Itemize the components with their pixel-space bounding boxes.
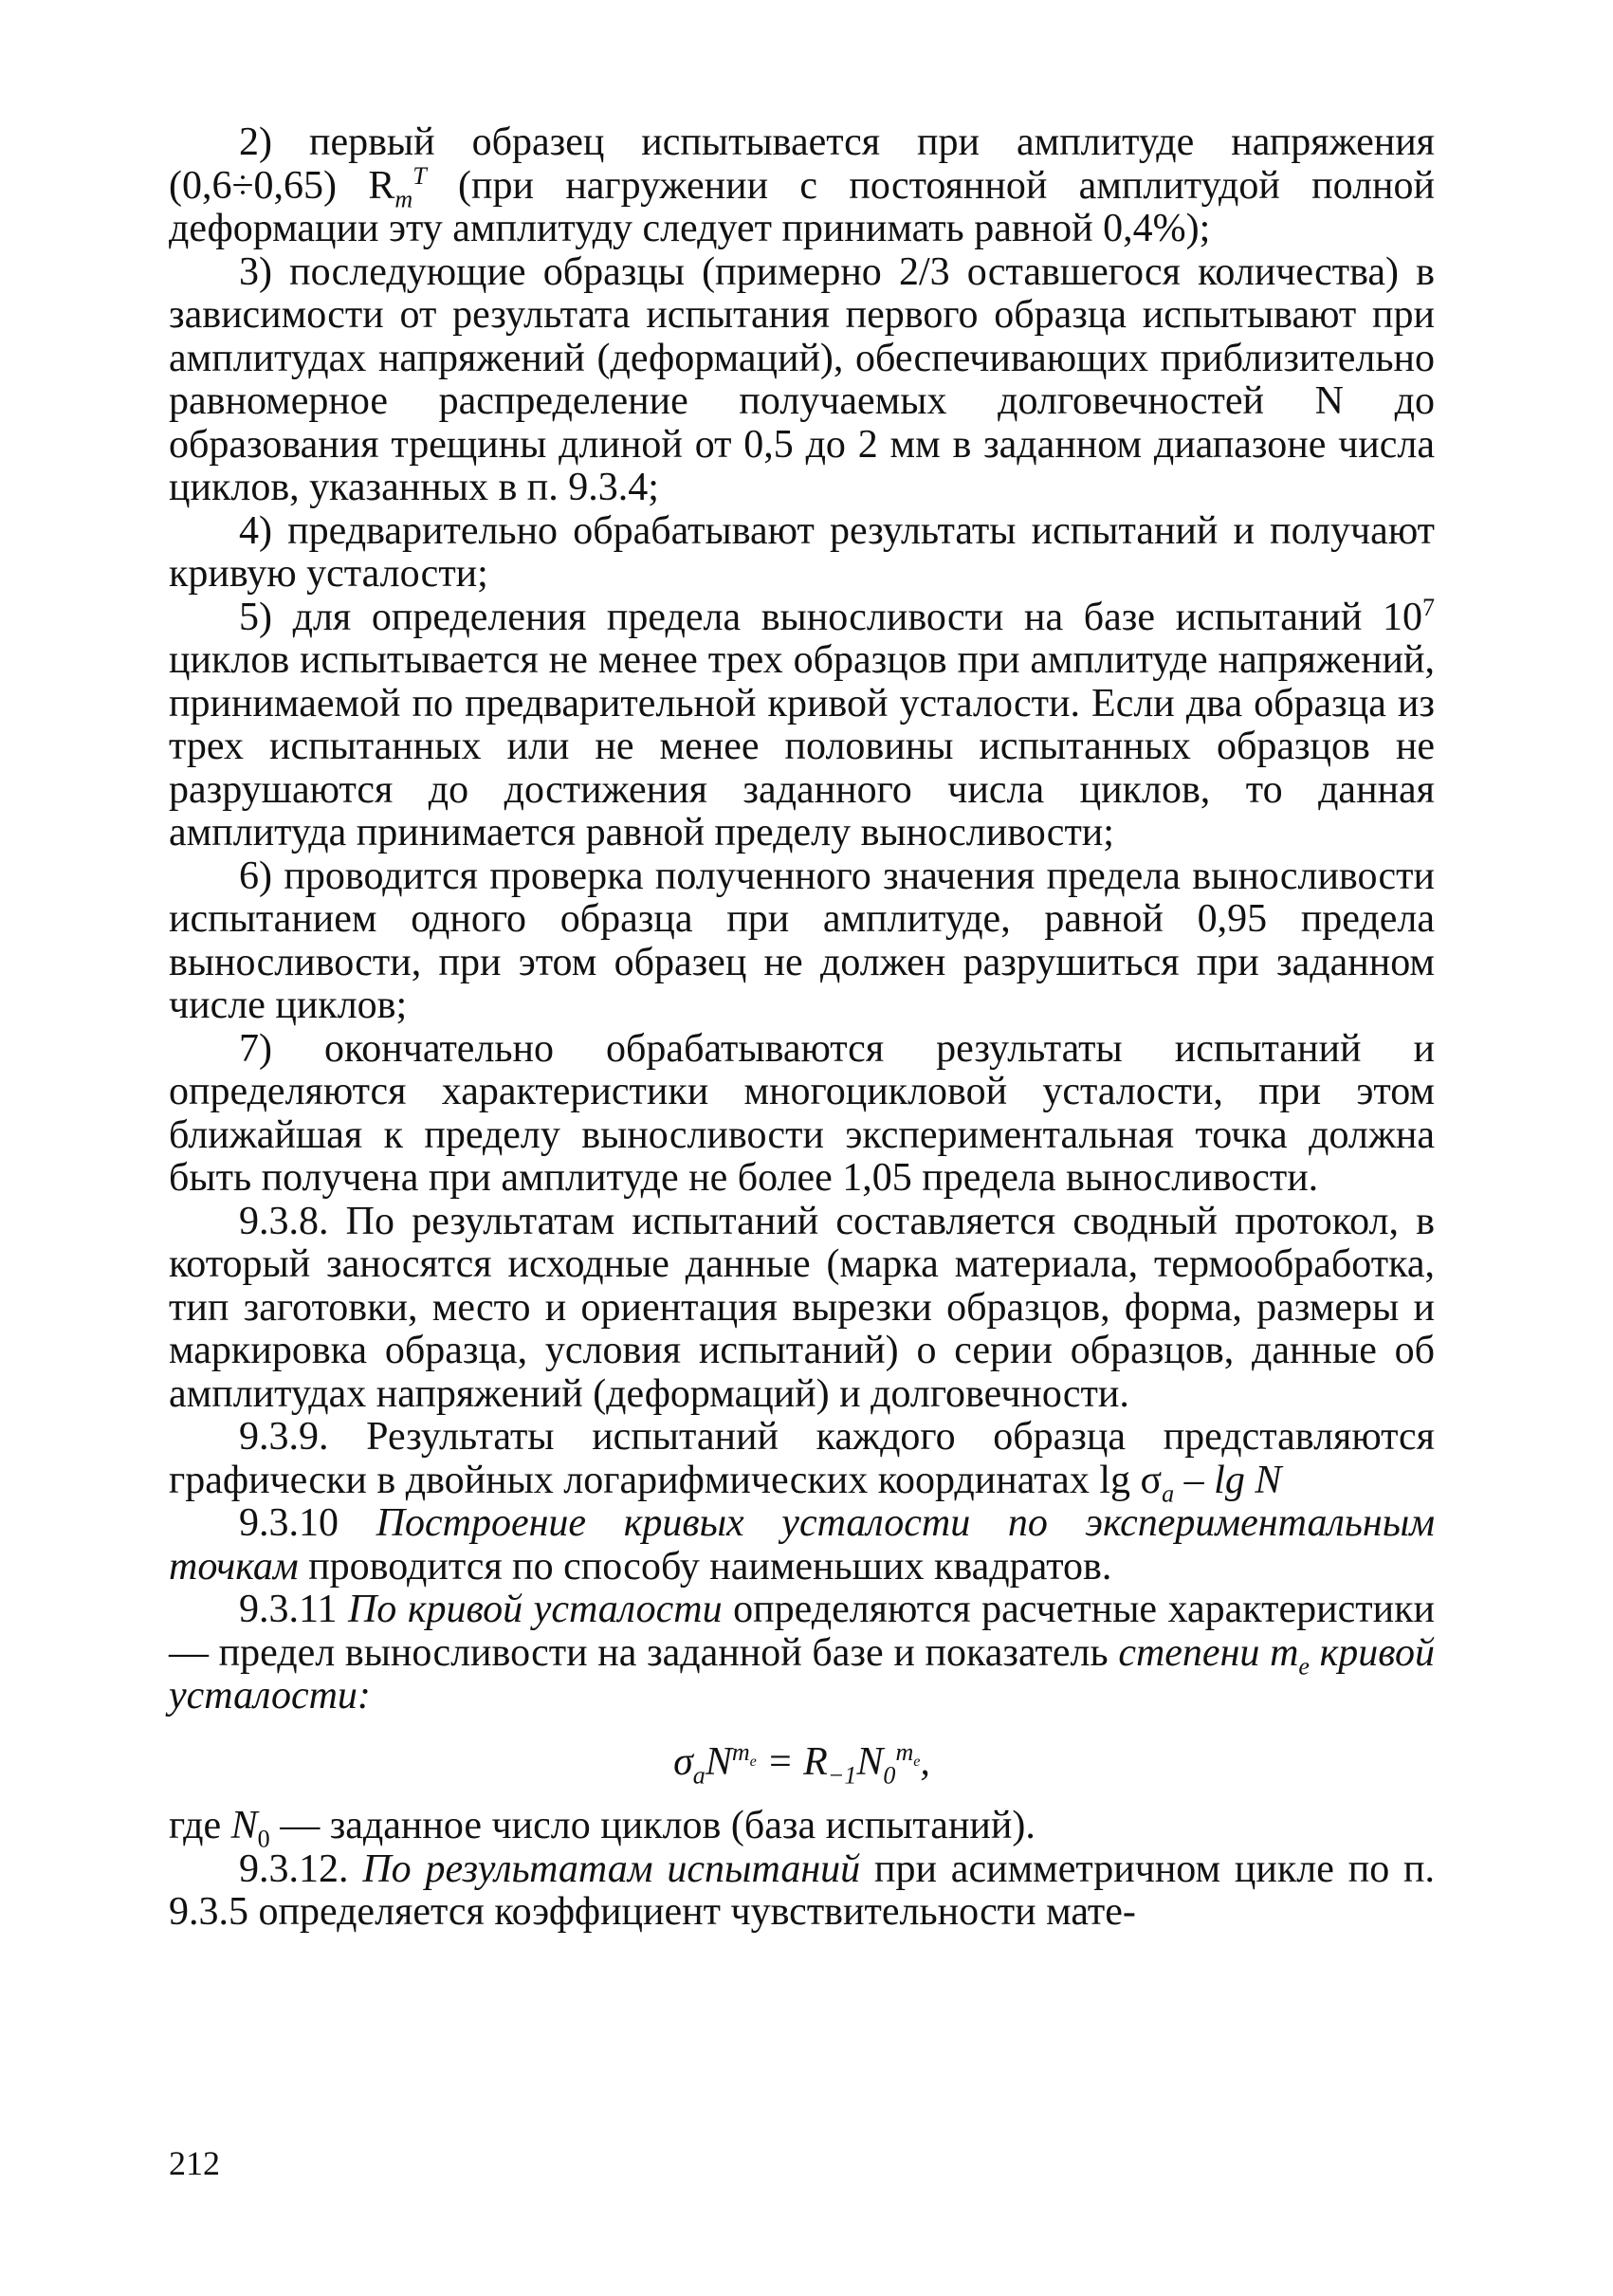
list-item-4: 4) предварительно обрабатывают результаты испытаний и получают кривую усталости; xyxy=(169,508,1435,596)
document-page xyxy=(169,121,1435,1935)
section-9-3-11: 9.3.11 По кривой усталости определяются расчетные характеристики — предел выносливости на заданной базе и показатель степени $m_e$ кривой усталости: xyxy=(169,1588,1435,1717)
page-number: 212 xyxy=(169,2144,220,2182)
list-item-6: 6) проводится проверка полученного значения предела выносливости испытанием одного образца при амплитуде, равной 0,95 предела выносливости, при этом образец не должен разрушиться при заданном числе циклов; xyxy=(169,854,1435,1027)
formula-explanation: где $N_0$ — заданное число циклов (база испытаний). xyxy=(169,1804,1036,1853)
section-9-3-10: 9.3.10 Построение кривых усталости по экспериментальным точкам проводится по способу наименьших квадратов. xyxy=(169,1501,1435,1589)
section-9-3-12: 9.3.12. По результатам испытаний при асимметричном цикле по п. 9.3.5 определяется коэффициент чувствительности мате- xyxy=(169,1846,1436,1934)
section-9-3-8: 9.3.8. По результатам испытаний составляется сводный протокол, в который заносятся исходные данные (марка материала, термообработка, тип заготовки, место и ориентация вырезки образцов, форма, размеры и маркировка образца, условия испытаний) о серии образцов, данные об амплитудах напряжений (деформаций) и долговечности. xyxy=(169,1199,1435,1416)
section-9-3-9: 9.3.9. Результаты испытаний каждого образца представляются графически в двойных логарифмических координатах $\lg \sigma_a$ – lg N xyxy=(169,1415,1435,1507)
list-item-2: 2) первый образец испытывается при амплитуде напряжения (0,6÷0,65) $R_m^T$ (при нагружении с постоянной амплитудой полной деформации эту амплитуду следует принимать равной 0,4%); xyxy=(169,120,1435,250)
list-item-3: 3) последующие образцы (примерно 2/3 оставшегося количества) в зависимости от результата испытания первого образца испытывают при амплитудах напряжений (деформаций), обеспечивающих приблизительно равномерное распределение получаемых долговечностей N до образования трещины длиной от 0,5 до 2 мм в заданном диапазоне числа циклов, указанных в п. 9.3.4; xyxy=(169,249,1435,509)
list-item-7: 7) окончательно обрабатываются результаты испытаний и определяются характеристики многоцикловой усталости, при этом ближайшая к пределу выносливости экспериментальная точка должна быть получена при амплитуде не более 1,05 предела выносливости. xyxy=(169,1026,1435,1200)
list-item-5: 5) для определения предела выносливости на базе испытаний $10^7$ циклов испытывается не менее трех образцов при амплитуде напряжений, принимаемой по предварительной кривой усталости. Если два образца из трех испытанных или не менее половины испытанных образцов не разрушаются до достижения заданного числа циклов, то данная амплитуда принимается равной пределу выносливости; xyxy=(169,593,1435,854)
fatigue-curve-formula: $\sigma_aN^{m_e} = R_{-1}N_0^{m_e}$, xyxy=(673,1737,930,1789)
